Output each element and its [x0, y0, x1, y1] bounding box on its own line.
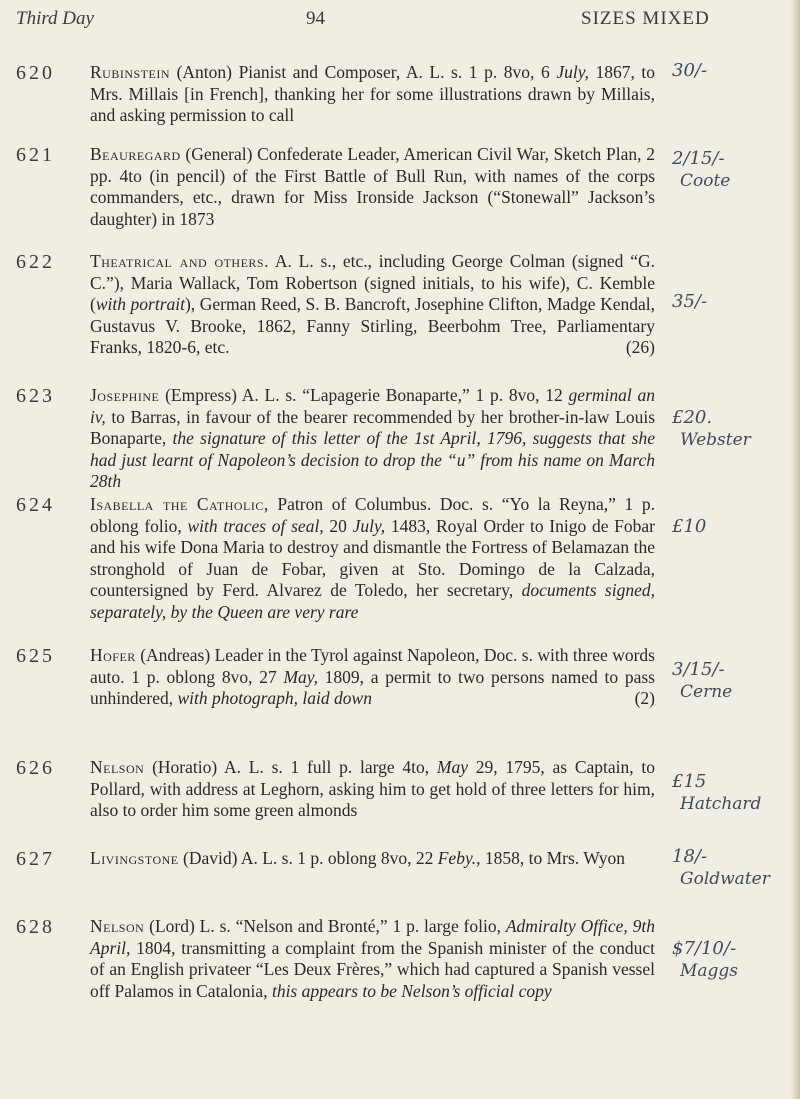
lot-number: 621 [16, 144, 55, 166]
lot-name: Nelson [90, 916, 145, 936]
price-annotation [672, 148, 792, 192]
item-count: (2) [634, 688, 655, 708]
lot-description: Isabella the Catholic, Patron of Columbus. Doc. s. “Yo la Reyna,” 1 p. oblong folio, with traces of seal, 20 July, 1483, Royal Order to Inigo de Fobar and his wife Dona Maria to destroy and dismantle the Fortress of Belamazan the stronghold of Juan de Fobar, given at Sto. Domingo de la Calzada, countersigned by Ferd. Alvarez de Toledo, her secretary, documents signed, separately, by the Queen are very rare [90, 494, 656, 622]
lot-description: Josephine (Empress) A. L. s. “Lapagerie Bonaparte,” 1 p. 8vo, 12 germinal an iv, to Barras, in favour of the bearer recommended by her brother-in-law Louis Bonaparte, the signature of this letter of the 1st April, 1796, suggests that she had just learnt of Napoleon’s decision to drop the “u” from his name on March 28th [90, 385, 655, 491]
price: 18/- [672, 846, 708, 867]
buyer: Cerne [680, 682, 733, 702]
item-count: (26) [625, 337, 655, 357]
price-annotation [672, 60, 792, 82]
price-annotation [672, 291, 792, 313]
price: £15 [672, 771, 707, 792]
lot-description: Beauregard (General) Confederate Leader, American Civil War, Sketch Plan, 2 pp. 4to (in pencil) of the First Battle of Bull Run, with names of the corps commanders, etc., drawn for Miss Ironside Jackson (“Stonewall” Jackson’s daughter) in 1873 [90, 144, 655, 229]
lot-name: Rubinstein [90, 62, 171, 82]
price: 3/15/- [672, 659, 725, 680]
lot-name: Beauregard [90, 144, 181, 164]
lot-number: 622 [16, 251, 55, 273]
lot-number: 625 [16, 645, 55, 667]
lot-description: Livingstone (David) A. L. s. 1 p. oblong 8vo, 22 Feby., 1858, to Mrs. Wyon [90, 848, 625, 868]
buyer: Maggs [680, 961, 739, 981]
lot-number: 624 [16, 494, 55, 516]
day-heading: Third Day [16, 8, 94, 29]
price: 35/- [672, 291, 708, 312]
price: 30/- [672, 60, 708, 81]
lot-name: Theatrical and others. [90, 251, 269, 271]
lot-number: 620 [16, 62, 55, 84]
lot-description: Theatrical and others. A. L. s., etc., including George Colman (signed “G. C.”), Maria Wallack, Tom Robertson (signed initials, to his wife), C. Kemble (with portrait), German Reed, S. B. Bancroft, Josephine Clifton, Madge Kendal, Gustavus V. Brooke, 1862, Fanny Stirling, Beerbohm Tree, Parliamentary Franks, 1820-6, etc. (26) [90, 251, 655, 357]
lot-description: Nelson (Lord) L. s. “Nelson and Bronté,” 1 p. large folio, Admiralty Office, 9th April, 1804, transmitting a complaint from the Spanish minister of the conduct of an English privateer “Les Deux Frères,” which had captured a Spanish vessel off Palamos in Catalonia, this appears to be Nelson’s official copy [90, 916, 655, 1001]
lot-name: Josephine [90, 385, 160, 405]
lot-number: 626 [16, 757, 55, 779]
lot-name: Isabella the Catholic, [90, 494, 269, 514]
lot-number: 623 [16, 385, 55, 407]
price: $7/10/- [672, 938, 737, 959]
price-annotation [672, 771, 792, 815]
price-annotation [672, 938, 792, 982]
price: £20. [672, 407, 713, 428]
lot-name: Nelson [90, 757, 145, 777]
price-annotation [672, 846, 792, 890]
lot-name: Livingstone [90, 848, 179, 868]
buyer: Webster [680, 430, 751, 450]
price-annotation [672, 659, 792, 703]
lot-name: Hofer [90, 645, 136, 665]
buyer: Hatchard [680, 794, 762, 814]
lot-number: 628 [16, 916, 55, 938]
lot-description: Hofer (Andreas) Leader in the Tyrol against Napoleon, Doc. s. with three words auto. 1 p. oblong 8vo, 27 May, 1809, a permit to two persons named to pass unhindered, with photograph, laid down (2) [90, 645, 655, 708]
page-header [16, 8, 780, 32]
page-edge-shadow [790, 0, 800, 1099]
buyer: Coote [680, 171, 731, 191]
lot-description: Rubinstein (Anton) Pianist and Composer, A. L. s. 1 p. 8vo, 6 July, 1867, to Mrs. Millais [in French], thanking her for some illustrations drawn by Millais, and asking permission to call [90, 62, 655, 125]
lot-description: Nelson (Horatio) A. L. s. 1 full p. large 4to, May 29, 1795, as Captain, to Pollard, with address at Leghorn, asking him to get hold of three letters for him, also to order him some green almonds [90, 757, 656, 820]
price: £10 [672, 516, 707, 537]
price-annotation [672, 407, 792, 451]
section-heading: SIZES MIXED [581, 8, 710, 29]
price: 2/15/- [672, 148, 725, 169]
price-annotation [672, 516, 792, 538]
page-number: 94 [306, 8, 325, 29]
buyer: Goldwater [680, 869, 770, 889]
lot-number: 627 [16, 848, 55, 870]
